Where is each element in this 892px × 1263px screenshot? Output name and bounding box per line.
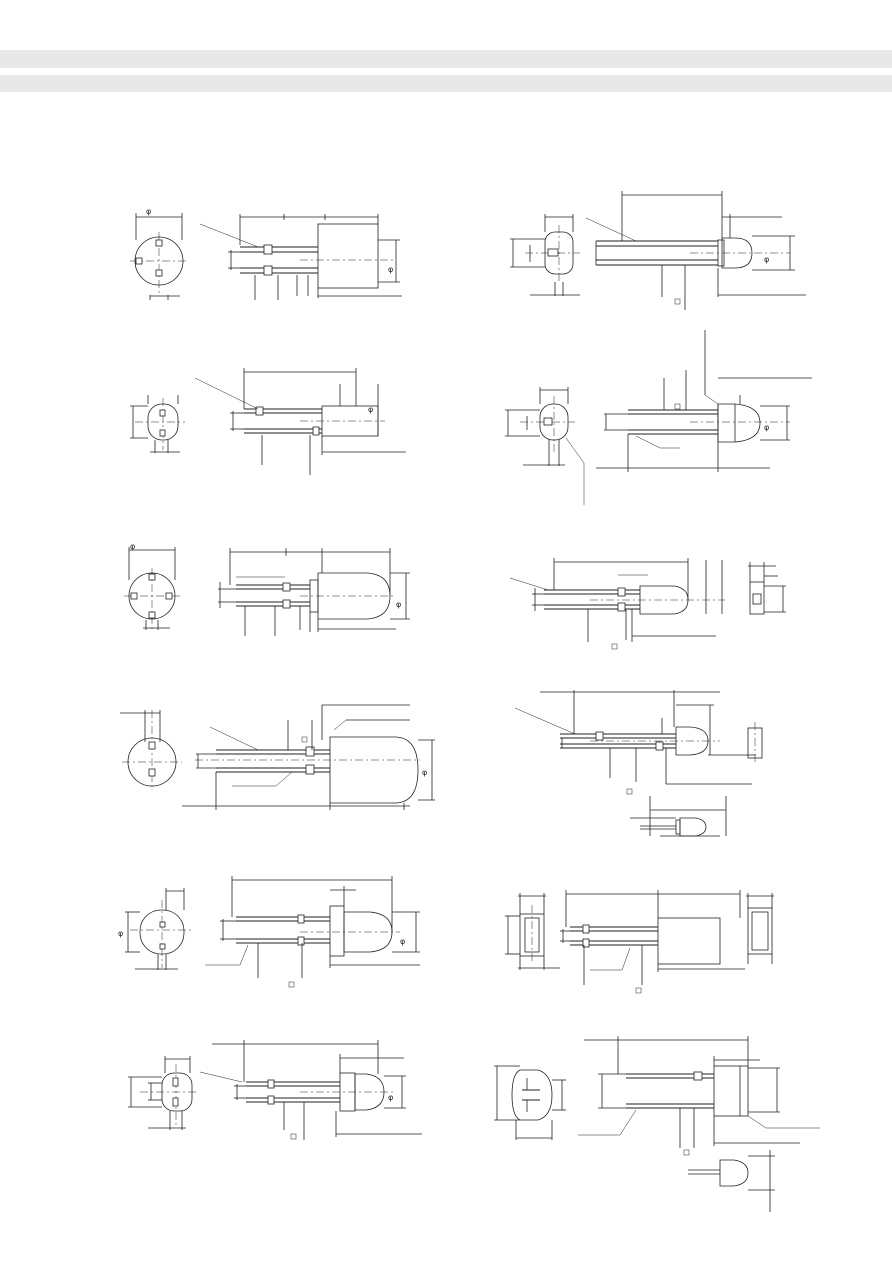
- led-outline-7: [120, 705, 435, 810]
- led-outline-11: [128, 1040, 422, 1140]
- svg-text:φ: φ: [764, 423, 770, 432]
- svg-text:φ: φ: [388, 265, 394, 274]
- svg-text:φ: φ: [388, 1093, 394, 1102]
- svg-text:φ: φ: [118, 929, 124, 938]
- svg-text:φ: φ: [130, 542, 136, 551]
- led-outline-8: [515, 690, 762, 836]
- led-outline-5: [124, 542, 410, 636]
- diameter-symbol: φ: [146, 207, 152, 216]
- svg-text:φ: φ: [400, 937, 406, 946]
- led-outline-10: [505, 890, 774, 993]
- led-outline-9: [118, 876, 420, 987]
- svg-text:φ: φ: [422, 768, 428, 777]
- svg-text:φ: φ: [396, 600, 402, 609]
- led-outline-12: [494, 1036, 820, 1212]
- led-outline-2: [510, 191, 806, 310]
- led-outline-3: [130, 368, 406, 475]
- svg-text:φ: φ: [368, 405, 374, 414]
- svg-text:φ: φ: [764, 255, 770, 264]
- led-outline-6: [510, 558, 786, 649]
- led-outline-4: [505, 330, 812, 505]
- led-outline-1: [130, 207, 402, 300]
